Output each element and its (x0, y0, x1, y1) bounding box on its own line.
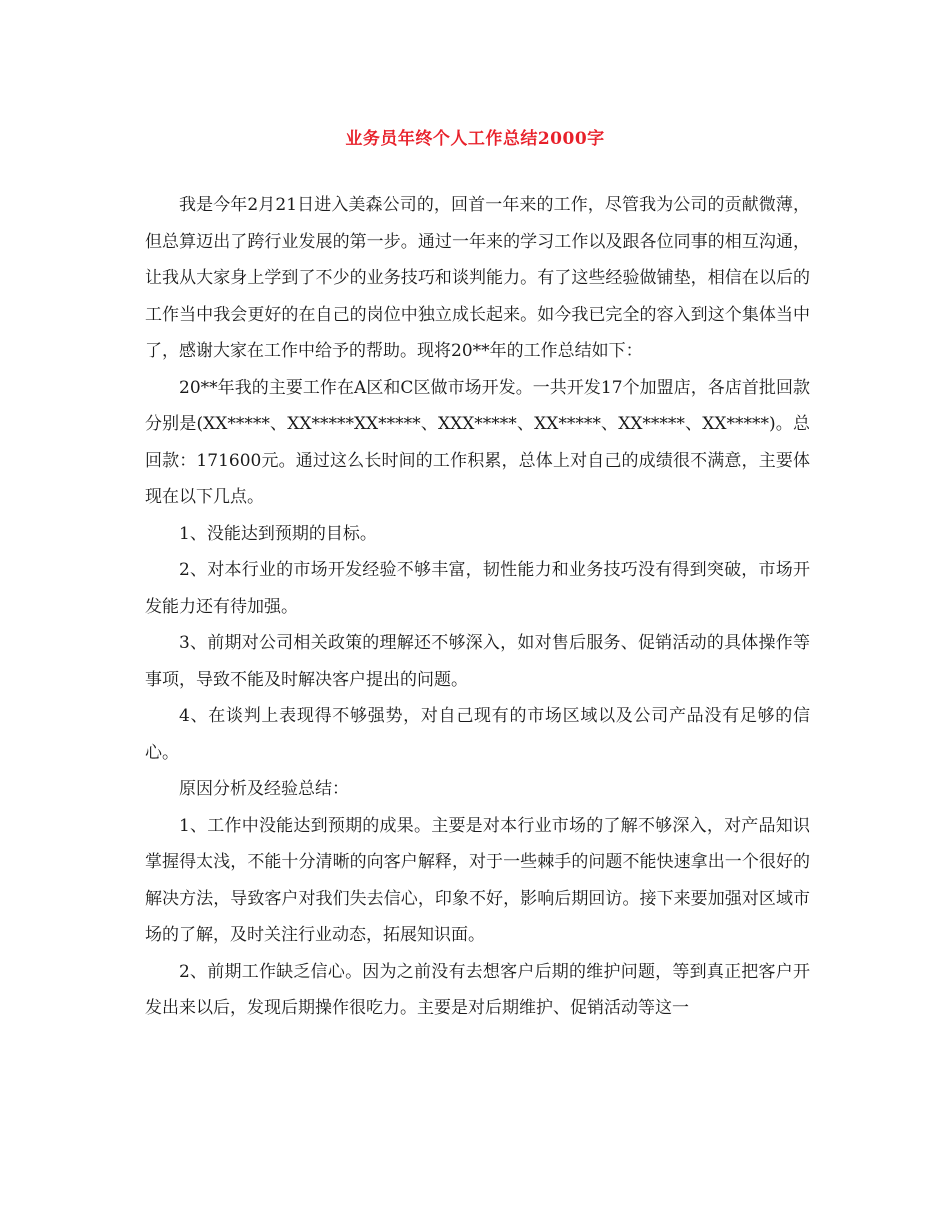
paragraph-point-3: 3、前期对公司相关政策的理解还不够深入，如对售后服务、促销活动的具体操作等事项，导致不能及时解决客户提出的问题。 (145, 633, 810, 690)
paragraph-point-2: 2、对本行业的市场开发经验不够丰富，韧性能力和业务技巧没有得到突破，市场开发能力还有待加强。 (145, 560, 810, 617)
document-body (145, 187, 810, 1027)
paragraph-analysis-2: 2、前期工作缺乏信心。因为之前没有去想客户后期的维护问题，等到真正把客户开发出来以后，发现后期操作很吃力。主要是对后期维护、促销活动等这一 (145, 961, 810, 1018)
document-title: 业务员年终个人工作总结2000字 (345, 129, 605, 149)
paragraph-work-summary: 20**年我的主要工作在A区和C区做市场开发。一共开发17个加盟店，各店首批回款分别是(XX*****、XX*****XX*****、XXX*****、XX*****、XX*****、XX*****)。总回款：171600元。通过这么长时间的工作积累，总体上对自己的成绩很不满意，主要体现在以下几点。 (145, 377, 810, 507)
paragraph-intro: 我是今年2月21日进入美森公司的，回首一年来的工作，尽管我为公司的贡献微薄，但总算迈出了跨行业发展的第一步。通过一年来的学习工作以及跟各位同事的相互沟通，让我从大家身上学到了不少的业务技巧和谈判能力。有了这些经验做铺垫，相信在以后的工作当中我会更好的在自己的岗位中独立成长起来。如今我已完全的容入到这个集体当中了，感谢大家在工作中给予的帮助。现将20**年的工作总结如下： (145, 195, 810, 361)
paragraph-analysis-heading: 原因分析及经验总结： (179, 779, 349, 799)
paragraph-analysis-1: 1、工作中没能达到预期的成果。主要是对本行业市场的了解不够深入，对产品知识掌握得太浅，不能十分清晰的向客户解释，对于一些棘手的问题不能快速拿出一个很好的解决方法，导致客户对我们失去信心，印象不好，影响后期回访。接下来要加强对区域市场的了解，及时关注行业动态，拓展知识面。 (145, 815, 810, 945)
paragraph-point-1: 1、没能达到预期的目标。 (179, 523, 377, 544)
paragraph-point-4: 4、在谈判上表现得不够强势，对自己现有的市场区域以及公司产品没有足够的信心。 (145, 706, 810, 763)
